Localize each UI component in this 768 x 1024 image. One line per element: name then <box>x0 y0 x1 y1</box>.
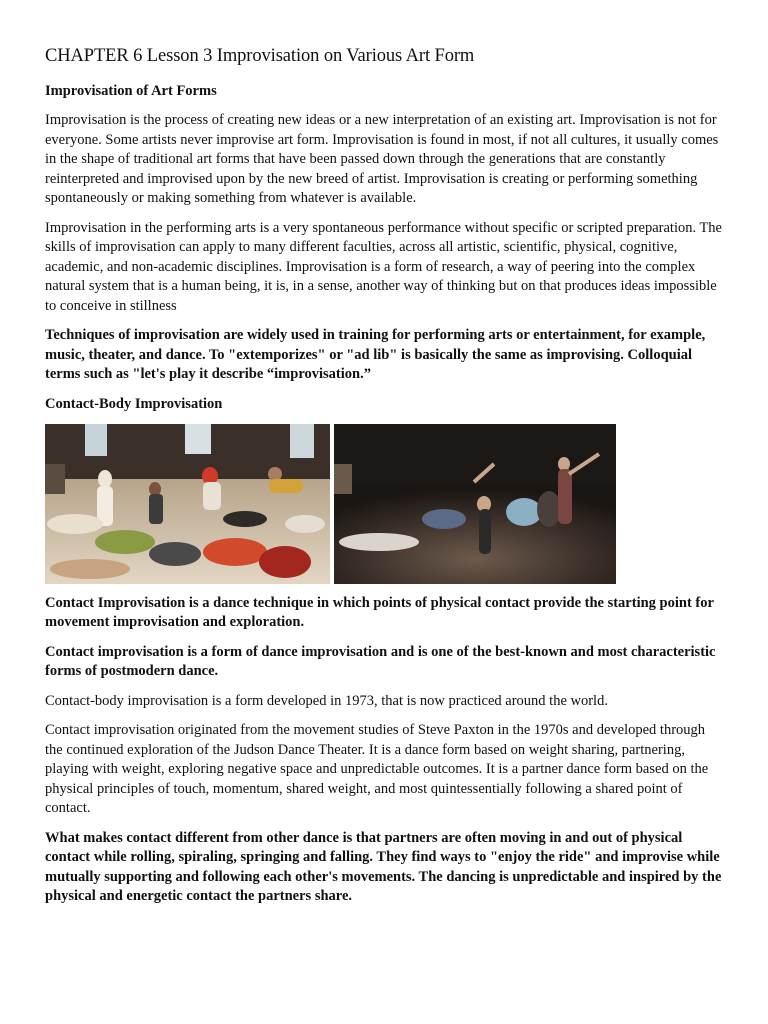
dance-studio-photo <box>45 424 330 584</box>
paragraph-8: What makes contact different from other dance is that partners are often moving in and out of physical contact while rolling, spiraling, springing and falling. They find ways to "enjoy the ride" and improvise while mutually supporting and following each other's movements. The dancing is unpredictable and inspired by the physical and energetic contact the partners share. <box>45 829 722 904</box>
photo-row <box>45 424 724 584</box>
dance-stage-photo <box>334 424 616 584</box>
paragraph-5: Contact improvisation is a form of dance improvisation and is one of the best-known and most characteristic forms of postmodern dance. <box>45 643 716 679</box>
section-heading-contact-body: Contact-Body Improvisation <box>45 395 223 412</box>
paragraph-2: Improvisation in the performing arts is a very spontaneous performance without specific or scripted preparation. The skills of improvisation can apply to many different faculties, across all artistic, scientific, physical, cognitive, academic, and non-academic disciplines. Improvisation is a form of research, a way of peering into the complex natural system that is a human being, it is, in a sense, another way of thinking but on that produces ideas impossible to conceive in stillness <box>45 219 722 314</box>
paragraph-4: Contact Improvisation is a dance technique in which points of physical contact provide the starting point for movement improvisation and exploration. <box>45 594 714 630</box>
section-heading-art-forms: Improvisation of Art Forms <box>45 83 217 99</box>
paragraph-6: Contact-body improvisation is a form developed in 1973, that is now practiced around the world. <box>45 692 608 709</box>
paragraph-1: Improvisation is the process of creating new ideas or a new interpretation of an existing art. Improvisation is not for everyone. Some artists never improvise art form. Improvisation is found in most, if not all cultures, it usually comes in the shape of traditional art forms that have been passed down through the generations that are constantly reinterpreted and improvised upon by the new breed of artist. Improvisation is creating or performing something spontaneously or making something from whatever is available. <box>45 112 719 206</box>
paragraph-3: Techniques of improvisation are widely used in training for performing arts or entertainment, for example, music, theater, and dance. To "extemporizes" or "ad lib" is basically the same as improvising. Colloquial terms such as "let's play it describe “improvisation.” <box>45 327 706 382</box>
chapter-title: CHAPTER 6 Lesson 3 Improvisation on Various Art Form <box>45 46 475 66</box>
paragraph-7: Contact improvisation originated from the movement studies of Steve Paxton in the 1970s and developed through the continued exploration of the Judson Dance Theater. It is a dance form based on weight sharing, partnering, playing with weight, exploring negative space and unpredictable outcomes. It is a partner dance form based on the physical principles of touch, momentum, shared weight, and most quintessentially following a shared point of contact. <box>45 722 709 816</box>
